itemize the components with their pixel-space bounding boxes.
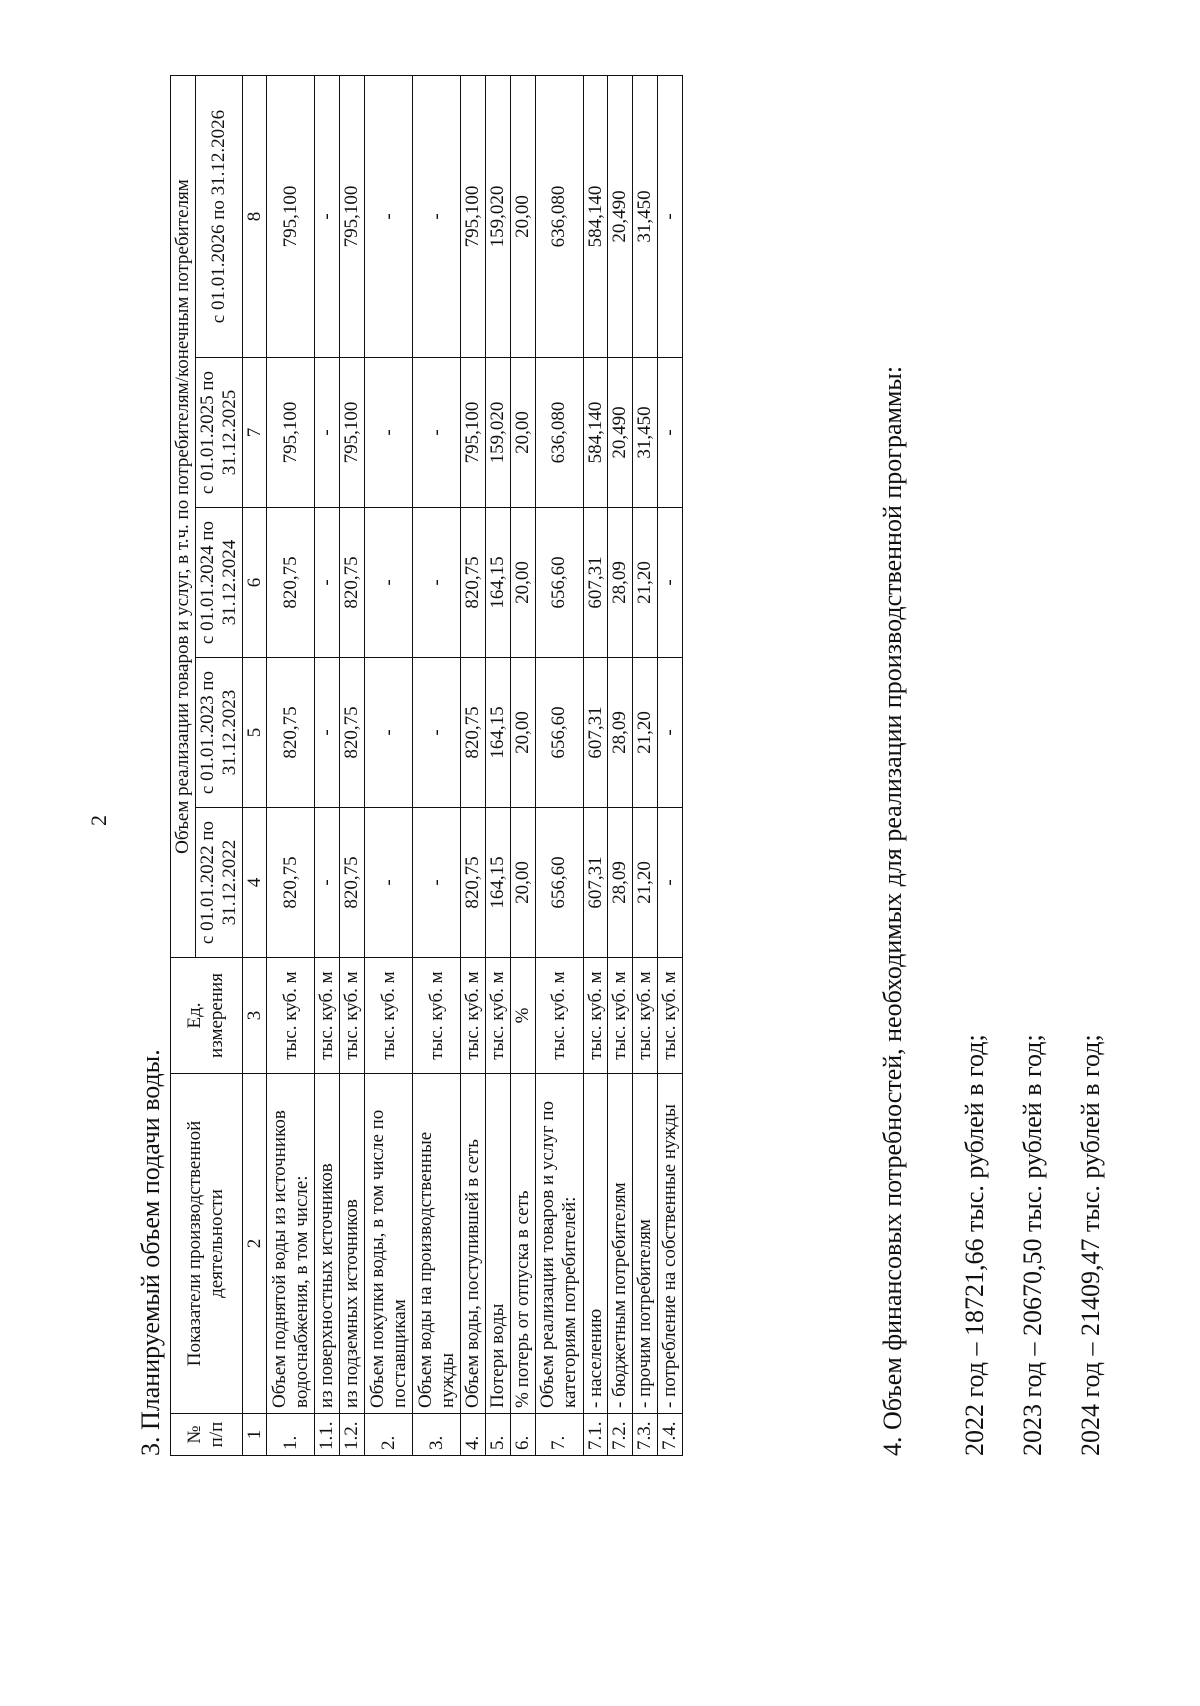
header-group: Объем реализации товаров и услуг, в т.ч. по потребителям/конечным потребителям: [171, 76, 196, 958]
row-value: 584,140: [583, 358, 608, 508]
row-num: 3.: [413, 1414, 461, 1456]
row-indicator: Объем поднятой воды из источников водоснабжения, в том числе:: [267, 1074, 315, 1414]
row-value: -: [365, 76, 413, 358]
row-unit: тыс. куб. м: [413, 958, 461, 1074]
row-value: 820,75: [267, 808, 315, 958]
table-row: [340, 76, 365, 1456]
row-value: -: [413, 658, 461, 808]
financial-line-2023: 2023 год – 20670,50 тыс. рублей в год;: [1018, 1034, 1047, 1456]
row-value: -: [315, 658, 340, 808]
row-value: -: [658, 658, 683, 808]
header-period: с 01.01.2022 по 31.12.2022: [195, 808, 242, 958]
column-number: 4: [242, 808, 267, 958]
table-row: [267, 76, 315, 1456]
table-row: [583, 76, 608, 1456]
table-row: [485, 76, 510, 1456]
row-unit: тыс. куб. м: [535, 958, 583, 1074]
row-num: 6.: [510, 1414, 535, 1456]
column-number: 8: [242, 76, 267, 358]
header-period: с 01.01.2024 по 31.12.2024: [195, 508, 242, 658]
row-value: -: [315, 508, 340, 658]
row-num: 7.1.: [583, 1414, 608, 1456]
section-3-title: 3. Планируемый объем подачи воды.: [136, 1049, 165, 1456]
row-value: 820,75: [340, 658, 365, 808]
row-value: 795,100: [267, 358, 315, 508]
header-period: с 01.01.2023 по 31.12.2023: [195, 658, 242, 808]
row-num: 2.: [365, 1414, 413, 1456]
row-value: -: [658, 808, 683, 958]
row-value: 21,20: [633, 808, 658, 958]
row-indicator: - потребление на собственные нужды: [658, 1074, 683, 1414]
header-period: с 01.01.2025 по 31.12.2025: [195, 358, 242, 508]
row-num: 1.2.: [340, 1414, 365, 1456]
row-num: 7.4.: [658, 1414, 683, 1456]
row-indicator: % потерь от отпуска в сеть: [510, 1074, 535, 1414]
section-4-title: 4. Объем финансовых потребностей, необходимых для реализации производственной программы:: [878, 365, 907, 1456]
column-number: 3: [242, 958, 267, 1074]
row-value: 656,60: [535, 658, 583, 808]
header-indicator: Показатели производственной деятельности: [171, 1074, 243, 1414]
row-value: 656,60: [535, 808, 583, 958]
row-value: 28,09: [608, 508, 633, 658]
financial-line-2022: 2022 год – 18721,66 тыс. рублей в год;: [960, 1034, 989, 1456]
row-value: -: [365, 358, 413, 508]
header-unit: Ед. измерения: [171, 958, 243, 1074]
table-row: [365, 76, 413, 1456]
row-value: 20,00: [510, 358, 535, 508]
row-unit: тыс. куб. м: [365, 958, 413, 1074]
row-value: 21,20: [633, 658, 658, 808]
column-number: 5: [242, 658, 267, 808]
row-value: 820,75: [267, 658, 315, 808]
table-row: [461, 76, 486, 1456]
row-value: 20,490: [608, 76, 633, 358]
row-num: 5.: [485, 1414, 510, 1456]
row-value: 607,31: [583, 808, 608, 958]
row-value: -: [658, 508, 683, 658]
row-unit: тыс. куб. м: [485, 958, 510, 1074]
row-indicator: - бюджетным потребителям: [608, 1074, 633, 1414]
row-value: 656,60: [535, 508, 583, 658]
row-value: 607,31: [583, 658, 608, 808]
table-row: [510, 76, 535, 1456]
financial-line-2024: 2024 год – 21409,47 тыс. рублей в год;: [1076, 1034, 1105, 1456]
row-value: -: [315, 76, 340, 358]
row-value: 820,75: [340, 808, 365, 958]
row-value: 28,09: [608, 658, 633, 808]
row-value: 795,100: [461, 76, 486, 358]
row-value: 636,080: [535, 358, 583, 508]
row-unit: тыс. куб. м: [608, 958, 633, 1074]
row-value: 820,75: [461, 808, 486, 958]
table-row: [315, 76, 340, 1456]
header-row-1: [171, 76, 196, 1456]
row-indicator: Объем воды, поступившей в сеть: [461, 1074, 486, 1414]
column-number: 6: [242, 508, 267, 658]
row-value: 820,75: [461, 508, 486, 658]
row-unit: тыс. куб. м: [461, 958, 486, 1074]
row-indicator: Объем реализации товаров и услуг по категориям потребителей:: [535, 1074, 583, 1414]
row-value: -: [658, 358, 683, 508]
table-row: [413, 76, 461, 1456]
row-value: 795,100: [340, 358, 365, 508]
row-value: 31,450: [633, 358, 658, 508]
row-unit: тыс. куб. м: [267, 958, 315, 1074]
row-indicator: Объем покупки воды, в том числе по поставщикам: [365, 1074, 413, 1414]
row-value: 820,75: [461, 658, 486, 808]
row-value: 636,080: [535, 76, 583, 358]
table-row: [608, 76, 633, 1456]
row-num: 1.1.: [315, 1414, 340, 1456]
row-value: 164,15: [485, 508, 510, 658]
header-num: № п/п: [171, 1414, 243, 1456]
row-value: 159,020: [485, 358, 510, 508]
row-value: -: [365, 658, 413, 808]
row-value: -: [413, 76, 461, 358]
row-indicator: Потери воды: [485, 1074, 510, 1414]
row-value: 28,09: [608, 808, 633, 958]
row-value: 795,100: [267, 76, 315, 358]
row-value: 584,140: [583, 76, 608, 358]
row-unit: тыс. куб. м: [658, 958, 683, 1074]
row-value: 20,00: [510, 76, 535, 358]
row-value: 31,450: [633, 76, 658, 358]
row-value: 795,100: [461, 358, 486, 508]
row-indicator: из подземных источников: [340, 1074, 365, 1414]
row-value: 20,00: [510, 808, 535, 958]
row-value: -: [658, 76, 683, 358]
row-value: 164,15: [485, 808, 510, 958]
row-unit: тыс. куб. м: [583, 958, 608, 1074]
water-supply-table: [170, 75, 683, 1456]
row-value: 20,490: [608, 358, 633, 508]
page-number: 2: [86, 815, 111, 826]
row-value: 795,100: [340, 76, 365, 358]
table-row: [535, 76, 583, 1456]
row-value: -: [365, 508, 413, 658]
row-value: -: [413, 358, 461, 508]
column-number-row: [242, 76, 267, 1456]
row-unit: тыс. куб. м: [315, 958, 340, 1074]
row-unit: тыс. куб. м: [340, 958, 365, 1074]
column-number: 7: [242, 358, 267, 508]
row-value: 820,75: [340, 508, 365, 658]
row-value: -: [365, 808, 413, 958]
row-value: -: [315, 358, 340, 508]
header-period: с 01.01.2026 по 31.12.2026: [195, 76, 242, 358]
row-value: 20,00: [510, 658, 535, 808]
row-num: 7.3.: [633, 1414, 658, 1456]
row-num: 4.: [461, 1414, 486, 1456]
row-value: 21,20: [633, 508, 658, 658]
row-value: 20,00: [510, 508, 535, 658]
column-number: 2: [242, 1074, 267, 1414]
row-indicator: - населению: [583, 1074, 608, 1414]
table-row: [658, 76, 683, 1456]
row-value: -: [315, 808, 340, 958]
row-indicator: из поверхностных источников: [315, 1074, 340, 1414]
row-value: 820,75: [267, 508, 315, 658]
row-value: -: [413, 808, 461, 958]
table-row: [633, 76, 658, 1456]
row-num: 7.2.: [608, 1414, 633, 1456]
row-value: -: [413, 508, 461, 658]
row-num: 7.: [535, 1414, 583, 1456]
row-unit: %: [510, 958, 535, 1074]
row-indicator: - прочим потребителям: [633, 1074, 658, 1414]
column-number: 1: [242, 1414, 267, 1456]
row-num: 1.: [267, 1414, 315, 1456]
row-value: 164,15: [485, 658, 510, 808]
row-value: 159,020: [485, 76, 510, 358]
row-value: 607,31: [583, 508, 608, 658]
row-indicator: Объем воды на производственные нужды: [413, 1074, 461, 1414]
row-unit: тыс. куб. м: [633, 958, 658, 1074]
